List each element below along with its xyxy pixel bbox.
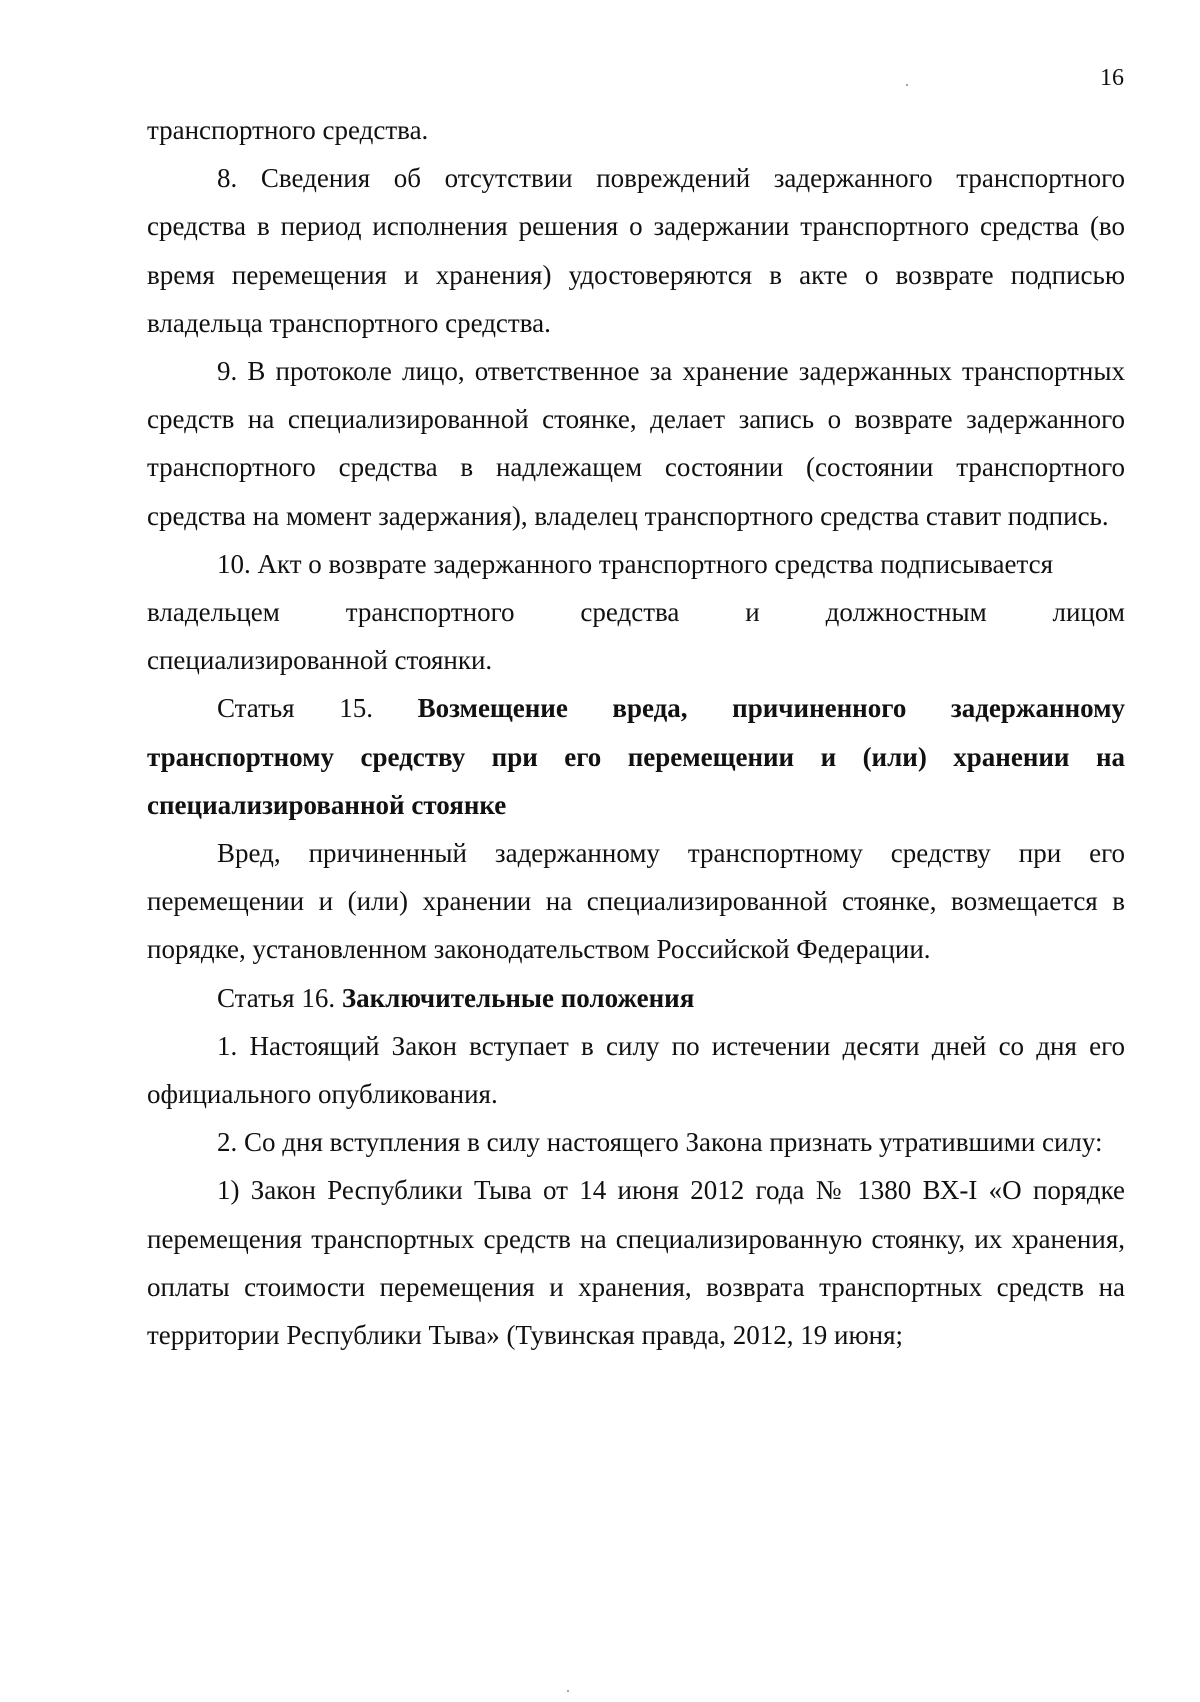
article-15-heading [147, 684, 1125, 829]
article-16-paragraph-2: 2. Со дня вступления в силу настоящего Закона признать утратившими силу: [217, 1127, 1103, 1158]
article-16-paragraph-1: 1. Настоящий Закон вступает в силу по истечении десяти дней со дня его официального опубликования. [147, 1030, 1125, 1110]
page-number: 16 [1100, 65, 1124, 91]
scan-speck [567, 1690, 569, 1692]
article-16-label: Статья 16. [217, 982, 336, 1013]
paragraph-10 [147, 540, 1125, 588]
paragraph-continuation: транспортного средства. [147, 115, 429, 145]
article-15-label: Статья 15. [217, 693, 373, 724]
paragraph-10-line-1: 10. Акт о возврате задержанного транспортного средства подписывается [217, 548, 1054, 579]
article-16-item-1: 1) Закон Республики Тыва от 14 июня 2012 года № 1380 ВХ-I «О порядке перемещения транспортных средств на специализированную стоянку, их хранения, оплаты стоимости перемещения и хранения, возврата транспортных средств на территории Республики Тыва» (Тувинская правда, 2012, 19 июня; [147, 1175, 1125, 1351]
paragraph-9: 9. В протоколе лицо, ответственное за хранение задержанных транспортных средств на специализированной стоянке, делает запись о возврате задержанного транспортного средства в надлежащем состоянии (состоянии транспортного средства на момент задержания), владелец транспортного средства ставит подпись. [147, 356, 1125, 531]
paragraph-10-line-3: специализированной стоянки. [147, 645, 493, 676]
paragraph-8: 8. Сведения об отсутствии повреждений задержанного транспортного средства в период исполнения решения о задержании транспортного средства (во время перемещения и хранения) удостоверяются в акте о возврате подписью владельца транспортного средства. [147, 163, 1125, 338]
article-16-title: Заключительные положения [341, 982, 695, 1013]
paragraph-10-line-2: владельцем транспортного средства и должностным лицом [147, 597, 1125, 628]
article-15-title: Возмещение вреда, причиненного задержанному транспортному средству при его перемещении и (или) хранении на специализированной стоянке [147, 693, 1125, 820]
document-body [147, 106, 1125, 1359]
scan-speck [906, 84, 908, 86]
article-15-text: Вред, причиненный задержанному транспортному средству при его перемещении и (или) хранении на специализированной стоянке, возмещается в порядке, установленном законодательством Российской Федерации. [147, 838, 1125, 965]
article-16-heading [147, 974, 1125, 1022]
